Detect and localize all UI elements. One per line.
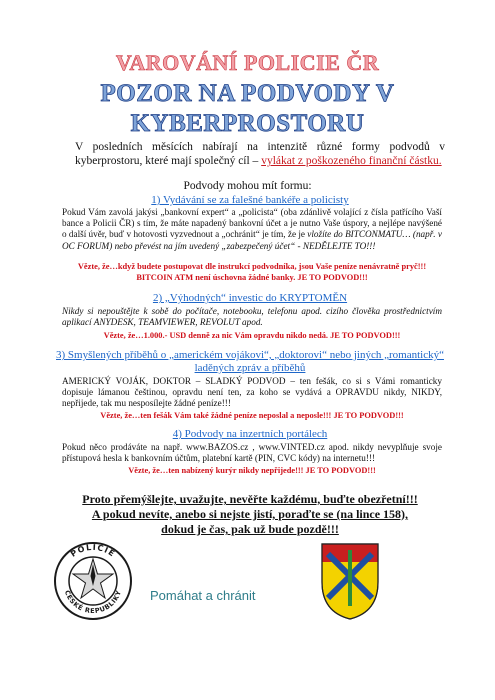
section-1-body-b: vložíte do BITCONMATU… (např. v OC FORUM) nebo převést na jím uvedený „zabezpečený účet“ - NEDĚLEJTE TO!!! [62,229,442,251]
police-tagline: Pomáhat a chránit [150,588,256,603]
svg-text:POLICIE: POLICIE [68,542,118,559]
subtitle-line-1: POZOR NA PODVODY V [100,80,395,107]
police-logo [52,540,134,622]
warning-title: VAROVÁNÍ POLICIE ČR [115,50,380,75]
closing-line-2: A pokud nevíte, anebo si nejste jistí, poraďte se (na lince 158), [91,507,409,521]
closing-message [40,492,460,537]
subtitle-line-2: KYBERPROSTORU [130,110,365,137]
closing-line-1: Proto přemýšlejte, uvažujte, nevěřte každému, buďte obezřetní!!! [82,492,418,506]
section-2-heading: 2) „Výhodných“ investic do KRYPTOMĚN [152,292,348,304]
section-1-heading: 1) Vydávání se za falešné bankéře a policisty [151,194,349,206]
section-4-warning: Vězte, že…ten nabízený kurýr nikdy nepřijede!!! JE TO PODVOD!!! [128,466,376,475]
section-4-body: Pokud něco prodáváte na např. www.BAZOS.cz , www.VINTED.cz apod. nikdy nevyplňuje svoje přístupová hesla k bankovním účtům, platební kartě (PIN, CVC kódy) na internetu!!! [62,442,442,464]
intro-text: V posledních měsících nabírají na intenzitě různé formy podvodů v kyberprostoru, které mají společný cíl – [75,141,445,167]
section-3-heading: 3) Smyšlených příběhů o „americkém vojákovi“, „doktorovi“ nebo jiných „romantický“ laděných zpráv a příběhů [56,349,444,374]
svg-text:ČESKÉ REPUBLIKY: ČESKÉ REPUBLIKY [62,589,124,616]
forms-label: Podvody mohou mít formu: [183,180,312,192]
intro-paragraph [75,140,445,168]
crest-shield-icon [318,540,382,622]
police-star-logo-icon [52,540,134,622]
section-4-heading: 4) Podvody na inzertních portálech [172,428,328,440]
closing-line-3: dokud je čas, pak už bude pozdě!!! [161,522,339,536]
section-2-body: Nikdy si nepouštějte k sobě do počítače, notebooku, telefonu apod. cizího člověka prostřednictvím aplikací ANYDESK, TEAMVIEWER, REVOLUT apod. [62,306,442,328]
section-1-warning: Vězte, že…když budete postupovat dle instrukcí podvodníka, jsou Vaše peníze nenávratně pryč!!! BITCOIN ATM není úschovna žádné banky. JE TO PODVOD!!! [77,262,427,282]
region-crest [318,540,382,622]
section-1-body [62,207,442,252]
intro-highlight: vylákat z poškozeného finanční částku. [261,155,442,167]
section-3-body: AMERICKÝ VOJÁK, DOKTOR – SLADKÝ PODVOD – ten fešák, co si s Vámi romanticky dopisuje lámanou češtinou, opravdu není ten, za koho se vydává a OPRAVDU nikdy, NIKDY, nepřijede, tak mu nesposílejte žádné peníze!!! [62,376,442,409]
section-1-body-a: Pokud Vám zavolá jakýsi „bankovní expert“ a „policista“ (oba zdánlivě volající z čísla patřícího Vaší bance a Policii ČR) s tím, že máte napadený bankovní účet a je nutno Vaše úspory, a nejlépe navýšené o další úvěr, buď v hotovosti vyzvednout a „ochránit“ je tím, že je [62,207,442,240]
section-3-warning: Vězte, že…ten fešák Vám také žádné peníze neposlal a neposle!!! JE TO PODVOD!!! [100,411,404,420]
section-2-warning: Vězte, že…1.000.- USD denně za nic Vám opravdu nikdo nedá. JE TO PODVOD!!! [103,331,401,340]
